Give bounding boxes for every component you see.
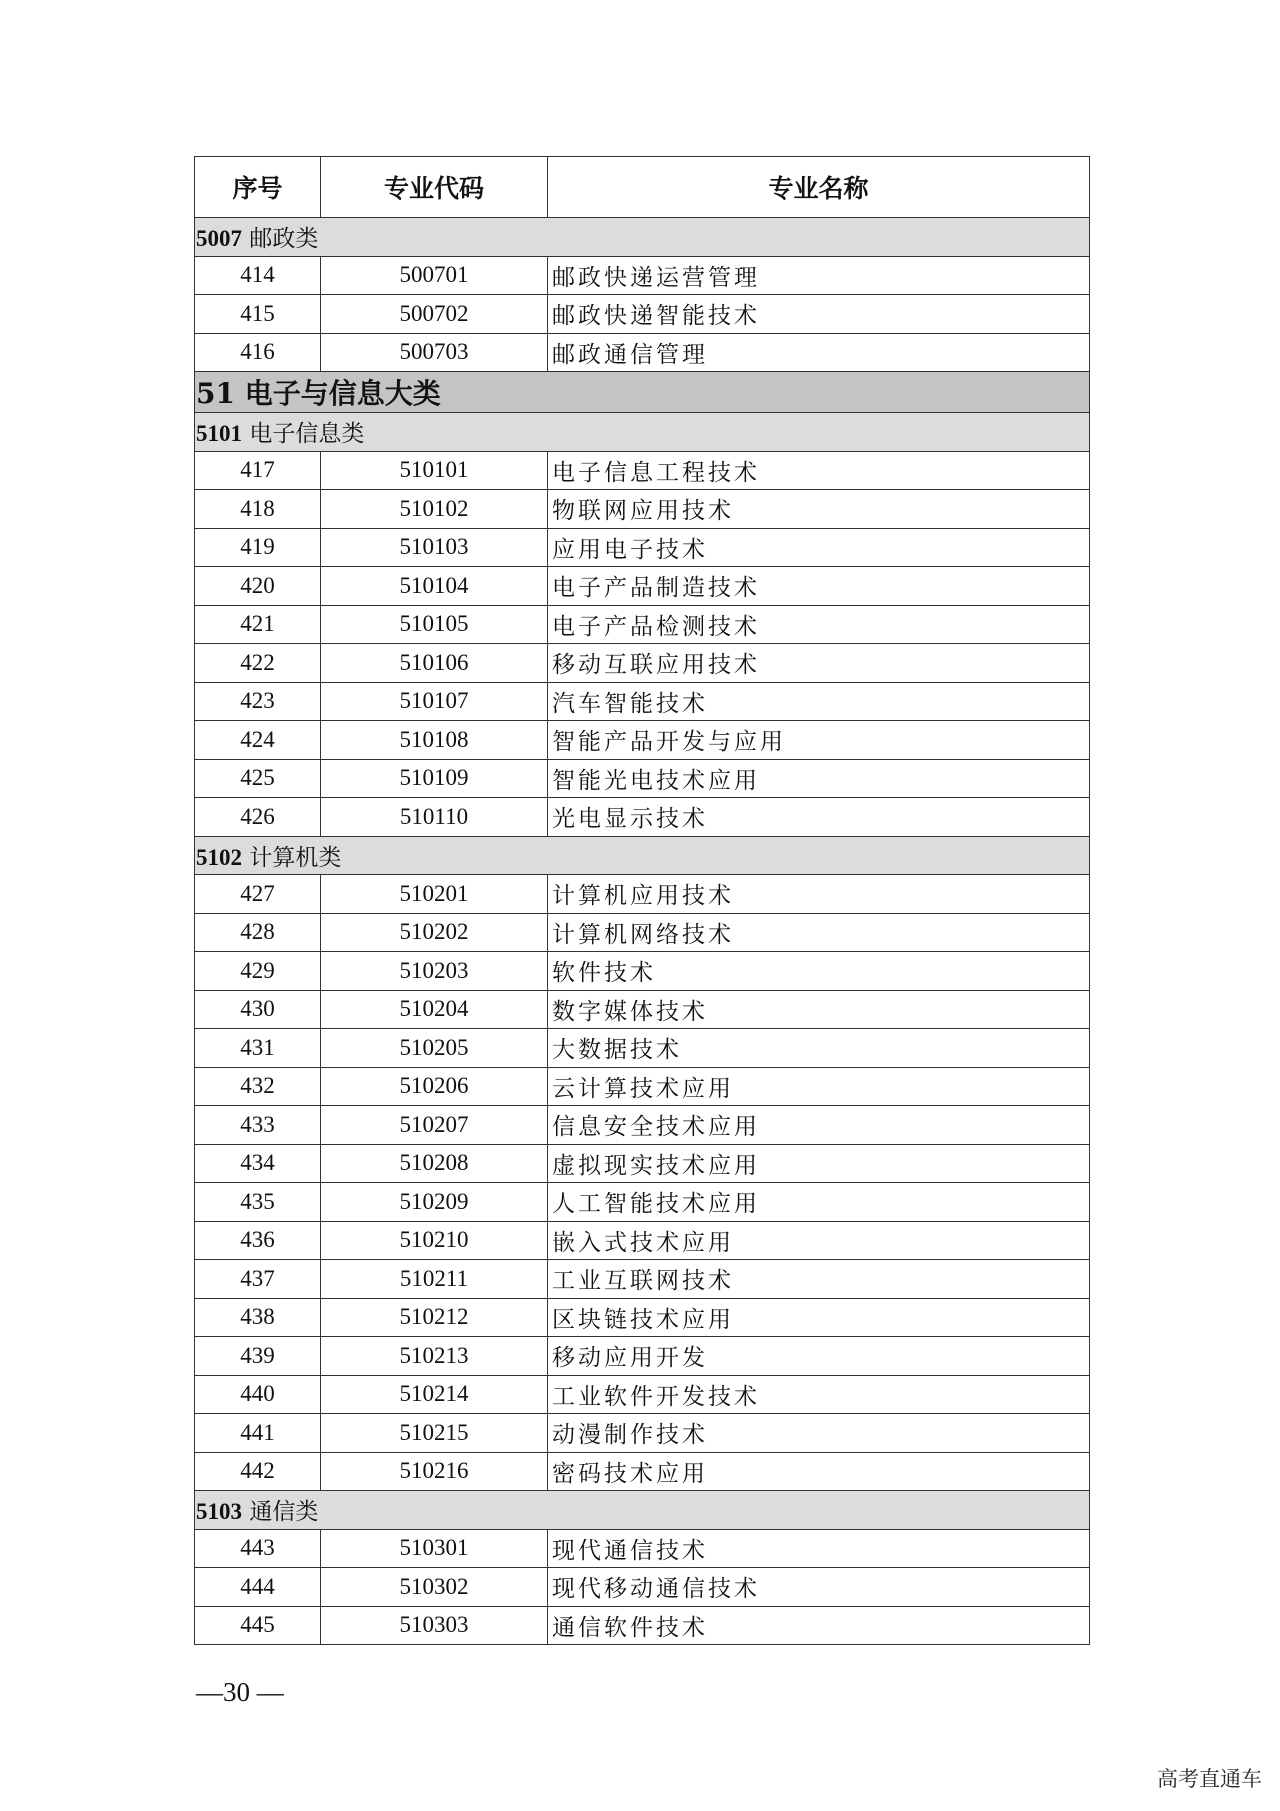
name-cell: 密码技术应用	[548, 1452, 1090, 1491]
category-row	[195, 1491, 1090, 1530]
seq-cell: 414	[195, 256, 321, 295]
code-cell: 510109	[321, 759, 548, 798]
seq-cell: 429	[195, 952, 321, 991]
seq-cell: 433	[195, 1106, 321, 1145]
seq-cell: 437	[195, 1260, 321, 1299]
category-row	[195, 413, 1090, 452]
table-row	[195, 1568, 1090, 1607]
code-cell: 510212	[321, 1298, 548, 1337]
name-cell: 通信软件技术	[548, 1606, 1090, 1645]
name-cell: 智能光电技术应用	[548, 759, 1090, 798]
code-cell: 510205	[321, 1029, 548, 1068]
seq-cell: 428	[195, 913, 321, 952]
category-code: 5102	[196, 844, 242, 870]
name-cell: 数字媒体技术	[548, 990, 1090, 1029]
category-cell	[195, 1491, 1090, 1530]
table-row	[195, 333, 1090, 372]
name-cell: 电子信息工程技术	[548, 451, 1090, 490]
seq-cell: 445	[195, 1606, 321, 1645]
header-name: 专业名称	[548, 157, 1090, 218]
table-row	[195, 528, 1090, 567]
seq-cell: 440	[195, 1375, 321, 1414]
code-cell: 510209	[321, 1183, 548, 1222]
name-cell: 计算机应用技术	[548, 875, 1090, 914]
name-cell: 电子产品制造技术	[548, 567, 1090, 606]
name-cell: 动漫制作技术	[548, 1414, 1090, 1453]
category-name: 电子与信息大类	[244, 377, 441, 410]
table-row	[195, 682, 1090, 721]
category-code: 5007	[196, 226, 242, 252]
code-cell: 510204	[321, 990, 548, 1029]
seq-cell: 439	[195, 1337, 321, 1376]
name-cell: 工业软件开发技术	[548, 1375, 1090, 1414]
table-row	[195, 256, 1090, 295]
code-cell: 500703	[321, 333, 548, 372]
seq-cell: 417	[195, 451, 321, 490]
table-row	[195, 1221, 1090, 1260]
seq-cell: 430	[195, 990, 321, 1029]
table-row	[195, 1029, 1090, 1068]
name-cell: 现代通信技术	[548, 1529, 1090, 1568]
seq-cell: 419	[195, 528, 321, 567]
seq-cell: 424	[195, 721, 321, 760]
table-row	[195, 1106, 1090, 1145]
table-row	[195, 644, 1090, 683]
code-cell: 510206	[321, 1067, 548, 1106]
category-row	[195, 836, 1090, 875]
name-cell: 人工智能技术应用	[548, 1183, 1090, 1222]
table-row	[195, 1337, 1090, 1376]
seq-cell: 416	[195, 333, 321, 372]
table-row	[195, 567, 1090, 606]
code-cell: 510211	[321, 1260, 548, 1299]
table-row	[195, 295, 1090, 334]
code-cell: 510216	[321, 1452, 548, 1491]
seq-cell: 431	[195, 1029, 321, 1068]
table-body	[195, 218, 1090, 1645]
table-row	[195, 1375, 1090, 1414]
name-cell: 虚拟现实技术应用	[548, 1144, 1090, 1183]
code-cell: 510103	[321, 528, 548, 567]
table-row	[195, 1529, 1090, 1568]
name-cell: 邮政快递运营管理	[548, 256, 1090, 295]
page-number: —30 —	[196, 1677, 284, 1707]
name-cell: 工业互联网技术	[548, 1260, 1090, 1299]
name-cell: 邮政通信管理	[548, 333, 1090, 372]
category-code: 5101	[196, 421, 242, 447]
header-seq: 序号	[195, 157, 321, 218]
table-row	[195, 1183, 1090, 1222]
table-row	[195, 913, 1090, 952]
table-row	[195, 490, 1090, 529]
name-cell: 云计算技术应用	[548, 1067, 1090, 1106]
category-name: 计算机类	[249, 844, 342, 871]
code-cell: 510215	[321, 1414, 548, 1453]
seq-cell: 421	[195, 605, 321, 644]
table-row	[195, 451, 1090, 490]
name-cell: 邮政快递智能技术	[548, 295, 1090, 334]
category-cell	[195, 218, 1090, 257]
code-cell: 510110	[321, 798, 548, 837]
seq-cell: 426	[195, 798, 321, 837]
code-cell: 510108	[321, 721, 548, 760]
table-row	[195, 605, 1090, 644]
table-row	[195, 1606, 1090, 1645]
header-code: 专业代码	[321, 157, 548, 218]
code-cell: 510104	[321, 567, 548, 606]
code-cell: 510208	[321, 1144, 548, 1183]
category-cell	[195, 413, 1090, 452]
code-cell: 510210	[321, 1221, 548, 1260]
category-row	[195, 218, 1090, 257]
name-cell: 嵌入式技术应用	[548, 1221, 1090, 1260]
name-cell: 智能产品开发与应用	[548, 721, 1090, 760]
seq-cell: 415	[195, 295, 321, 334]
name-cell: 现代移动通信技术	[548, 1568, 1090, 1607]
code-cell: 510107	[321, 682, 548, 721]
table-row	[195, 990, 1090, 1029]
seq-cell: 432	[195, 1067, 321, 1106]
name-cell: 移动互联应用技术	[548, 644, 1090, 683]
major-catalog-table	[194, 156, 1090, 1645]
name-cell: 应用电子技术	[548, 528, 1090, 567]
category-name: 通信类	[249, 1499, 319, 1526]
table-row	[195, 798, 1090, 837]
table-row	[195, 1260, 1090, 1299]
category-cell	[195, 372, 1090, 413]
code-cell: 510106	[321, 644, 548, 683]
category-name: 电子信息类	[249, 421, 365, 448]
seq-cell: 442	[195, 1452, 321, 1491]
name-cell: 计算机网络技术	[548, 913, 1090, 952]
seq-cell: 444	[195, 1568, 321, 1607]
code-cell: 510213	[321, 1337, 548, 1376]
seq-cell: 443	[195, 1529, 321, 1568]
code-cell: 510214	[321, 1375, 548, 1414]
name-cell: 信息安全技术应用	[548, 1106, 1090, 1145]
table-row	[195, 952, 1090, 991]
name-cell: 区块链技术应用	[548, 1298, 1090, 1337]
code-cell: 510203	[321, 952, 548, 991]
code-cell: 510105	[321, 605, 548, 644]
table-row	[195, 721, 1090, 760]
code-cell: 510202	[321, 913, 548, 952]
table-row	[195, 1298, 1090, 1337]
name-cell: 大数据技术	[548, 1029, 1090, 1068]
watermark: 高考直通车	[1157, 1767, 1262, 1791]
seq-cell: 420	[195, 567, 321, 606]
name-cell: 软件技术	[548, 952, 1090, 991]
table-header-row	[195, 157, 1090, 218]
name-cell: 移动应用开发	[548, 1337, 1090, 1376]
category-cell	[195, 836, 1090, 875]
code-cell: 510302	[321, 1568, 548, 1607]
table-row	[195, 1414, 1090, 1453]
code-cell: 510101	[321, 451, 548, 490]
category-code: 5103	[196, 1499, 242, 1525]
category-code: 51	[196, 377, 235, 410]
name-cell: 汽车智能技术	[548, 682, 1090, 721]
major-category-row	[195, 372, 1090, 413]
table-row	[195, 875, 1090, 914]
code-cell: 500702	[321, 295, 548, 334]
seq-cell: 434	[195, 1144, 321, 1183]
code-cell: 510207	[321, 1106, 548, 1145]
table-row	[195, 1452, 1090, 1491]
name-cell: 物联网应用技术	[548, 490, 1090, 529]
code-cell: 510301	[321, 1529, 548, 1568]
code-cell: 510303	[321, 1606, 548, 1645]
seq-cell: 436	[195, 1221, 321, 1260]
table-row	[195, 759, 1090, 798]
code-cell: 510201	[321, 875, 548, 914]
code-cell: 500701	[321, 256, 548, 295]
seq-cell: 422	[195, 644, 321, 683]
table-row	[195, 1067, 1090, 1106]
name-cell: 光电显示技术	[548, 798, 1090, 837]
code-cell: 510102	[321, 490, 548, 529]
seq-cell: 441	[195, 1414, 321, 1453]
seq-cell: 427	[195, 875, 321, 914]
seq-cell: 425	[195, 759, 321, 798]
seq-cell: 423	[195, 682, 321, 721]
seq-cell: 435	[195, 1183, 321, 1222]
seq-cell: 438	[195, 1298, 321, 1337]
category-name: 邮政类	[249, 226, 319, 253]
name-cell: 电子产品检测技术	[548, 605, 1090, 644]
table-row	[195, 1144, 1090, 1183]
seq-cell: 418	[195, 490, 321, 529]
